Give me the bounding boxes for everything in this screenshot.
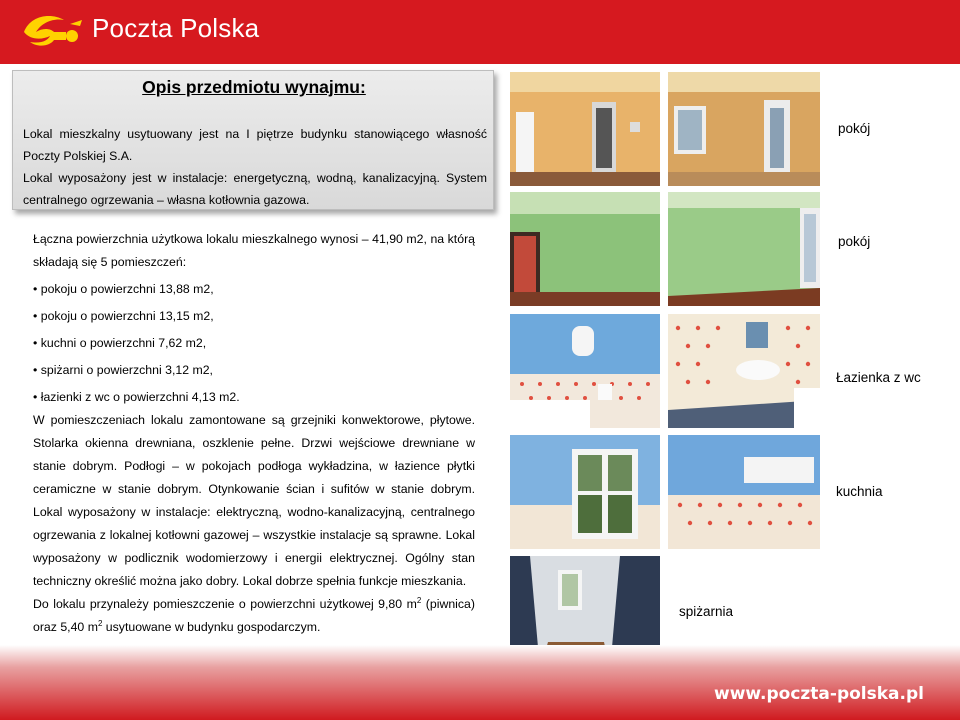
room-list-item: • kuchni o powierzchni 7,62 m2,: [33, 336, 207, 350]
room-photo-2: [668, 72, 820, 186]
horn-logo-icon: [20, 10, 90, 54]
caption-kitchen: kuchnia: [836, 484, 883, 499]
room-photo-4: [668, 192, 820, 306]
caption-room-2: pokój: [838, 234, 871, 249]
room-list-item: • spiżarni o powierzchni 3,12 m2,: [33, 363, 213, 377]
room-list-item: • pokoju o powierzchni 13,88 m2,: [33, 282, 214, 296]
description-line-2: Lokal wyposażony jest w instalacje: energetyczną, wodną, kanalizacyjną. System centralnego ogrzewania – własna kotłownia gazowa.: [23, 171, 487, 207]
header-bar: [0, 0, 960, 64]
description-box: [12, 70, 494, 210]
room-photo-3: [510, 192, 660, 306]
caption-bathroom: Łazienka z wc: [836, 370, 921, 385]
extra-rooms: Do lokalu przynależy pomieszczenie o powierzchni użytkowej 9,80 $m^2$ (piwnica) oraz 5,40 $m^2$ usytuowane w budynku gospodarczym.: [33, 595, 475, 634]
footer-bar: [0, 645, 960, 720]
room-photo-1: [510, 72, 660, 186]
room-list-item: • łazienki z wc o powierzchni 4,13 m2.: [33, 390, 240, 404]
caption-room-1: pokój: [838, 121, 871, 136]
kitchen-photo-2: [668, 435, 820, 549]
caption-pantry: spiżarnia: [679, 604, 734, 619]
details-paragraph: W pomieszczeniach lokalu zamontowane są grzejniki konwektorowe, płytowe. Stolarka okienna drewniana, oszklenie pełne. Drzwi wejściowe drewniane w stanie dobrym. Podłogi – w pokojach podłoga wykładzina, w łazience płytki ceramiczne w stanie dobrym. Otynkowanie ścian i sufitów w stanie dobrym. Lokal wyposażony w instalacje: elektryczną, wodno-kanalizacyjną, centralnego ogrzewania z lokalnej kotłowni gazowej – wszystkie instalacje są sprawne. Lokal wyposażony w podlicznik wodomierzowy i energii elektrycznej. Ogólny stan techniczny określić można jako dobry. Lokal dobrze spełnia funkcje mieszkania.: [33, 413, 475, 588]
description-title: Opis przedmiotu wynajmu:: [142, 77, 366, 97]
bathroom-photo-1: [510, 314, 660, 428]
website-link[interactable]: www.poczta-polska.pl: [714, 684, 924, 704]
description-body: [23, 123, 487, 211]
main-text: [33, 228, 475, 639]
brand-name: Poczta Polska: [92, 13, 260, 43]
kitchen-photo-1: [510, 435, 660, 549]
bathroom-photo-2: [668, 314, 820, 428]
area-intro: Łączna powierzchnia użytkowa lokalu mieszkalnego wynosi – 41,90 m2, na którą składają się 5 pomieszczeń:: [33, 232, 475, 269]
room-list-item: • pokoju o powierzchni 13,15 m2,: [33, 309, 214, 323]
description-line-1: Lokal mieszkalny usytuowany jest na I piętrze budynku stanowiącego własność Poczty Polskiej S.A.: [23, 127, 487, 163]
